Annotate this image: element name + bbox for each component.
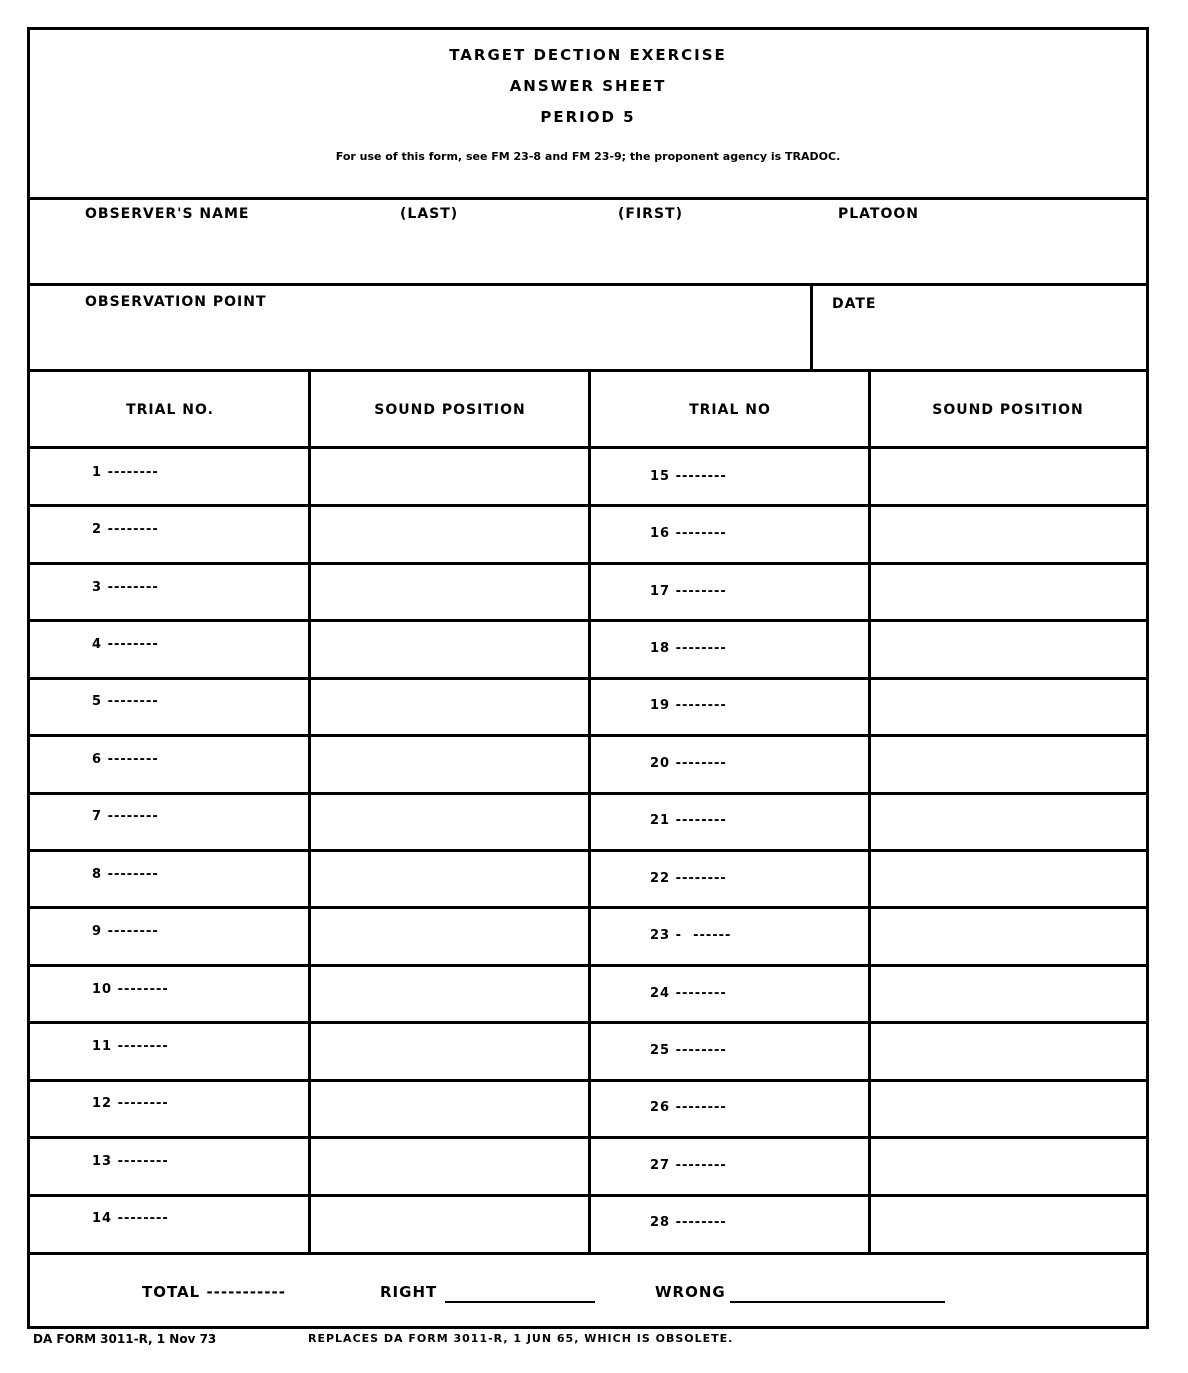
- trial-number-right: 24 --------: [650, 985, 727, 1001]
- sound-position-right-cell[interactable]: [871, 678, 1146, 733]
- sound-position-right-cell[interactable]: [871, 448, 1146, 503]
- sound-position-left-cell[interactable]: [311, 505, 588, 560]
- right-answer-line[interactable]: [445, 1301, 595, 1303]
- trial-number-left: 6 --------: [92, 751, 159, 767]
- sound-position-right-cell[interactable]: [871, 1137, 1146, 1192]
- trial-number-right: 23 - ------: [650, 928, 732, 944]
- trial-number-left: 4 --------: [92, 637, 159, 652]
- header-sound-position-right: SOUND POSITION: [932, 402, 1084, 418]
- trial-number-left: 9 --------: [92, 924, 159, 940]
- platoon-label: PLATOON: [838, 206, 919, 222]
- sound-position-right-cell[interactable]: [871, 1080, 1146, 1135]
- trial-number-left: 2 --------: [92, 522, 159, 538]
- trial-number-left: 13 --------: [92, 1153, 169, 1169]
- trial-number-left: 1 --------: [92, 464, 159, 480]
- trial-number-right: 17 --------: [650, 583, 727, 599]
- right-label: RIGHT: [380, 1283, 438, 1301]
- form-title: TARGET DECTION EXERCISE: [449, 46, 727, 64]
- date-divider: [810, 286, 813, 372]
- trial-number-left: 14 --------: [92, 1211, 169, 1227]
- sound-position-right-cell[interactable]: [871, 1022, 1146, 1077]
- trial-number-left: 10 --------: [92, 981, 169, 997]
- trial-number-left: 11 --------: [92, 1039, 169, 1054]
- sound-position-right-cell[interactable]: [871, 850, 1146, 905]
- trial-number-right: 19 --------: [650, 698, 727, 714]
- sound-position-left-cell[interactable]: [311, 678, 588, 733]
- sound-position-right-cell[interactable]: [871, 1195, 1146, 1250]
- observer-row[interactable]: [30, 200, 1146, 286]
- trial-grid: [30, 372, 1146, 1252]
- sound-position-right-cell[interactable]: [871, 563, 1146, 618]
- trial-number-left: 5 --------: [92, 694, 159, 710]
- sound-position-left-cell[interactable]: [311, 1022, 588, 1077]
- sound-position-left-cell[interactable]: [311, 563, 588, 618]
- sound-position-right-cell[interactable]: [871, 793, 1146, 848]
- sound-position-left-cell[interactable]: [311, 1195, 588, 1250]
- wrong-label: WRONG: [655, 1283, 726, 1301]
- totals-row: [30, 1252, 1146, 1329]
- date-label: DATE: [832, 296, 877, 312]
- sound-position-left-cell[interactable]: [311, 965, 588, 1020]
- replaces-note: REPLACES DA FORM 3011-R, 1 JUN 65, WHICH IS OBSOLETE.: [308, 1332, 734, 1345]
- answer-sheet-form: [27, 27, 1149, 1329]
- sound-position-right-cell[interactable]: [871, 735, 1146, 790]
- sound-position-left-cell[interactable]: [311, 907, 588, 962]
- form-subtitle: ANSWER SHEET: [509, 77, 667, 95]
- observer-name-label: OBSERVER'S NAME: [85, 206, 250, 222]
- trial-number-right: 18 --------: [650, 641, 727, 656]
- sound-position-left-cell[interactable]: [311, 620, 588, 675]
- sound-position-left-cell[interactable]: [311, 1080, 588, 1135]
- wrong-answer-line[interactable]: [730, 1301, 945, 1303]
- sound-position-right-cell[interactable]: [871, 505, 1146, 560]
- trial-number-left: 3 --------: [92, 579, 159, 595]
- sound-position-left-cell[interactable]: [311, 850, 588, 905]
- trial-number-right: 16 --------: [650, 526, 727, 542]
- trial-number-right: 27 --------: [650, 1157, 727, 1173]
- trial-number-right: 28 --------: [650, 1215, 727, 1231]
- trial-number-right: 21 --------: [650, 813, 727, 829]
- form-header: [30, 30, 1146, 200]
- observation-row: [30, 286, 1146, 372]
- use-note: For use of this form, see FM 23-8 and FM 23-9; the proponent agency is TRADOC.: [335, 150, 841, 163]
- header-trial-no-right: TRIAL NO: [689, 402, 771, 418]
- trial-number-right: 25 --------: [650, 1043, 727, 1058]
- trial-number-right: 15 --------: [650, 468, 727, 484]
- header-trial-no-left: TRIAL NO.: [126, 402, 214, 418]
- sound-position-right-cell[interactable]: [871, 620, 1146, 675]
- sound-position-left-cell[interactable]: [311, 735, 588, 790]
- trial-number-left: 12 --------: [92, 1096, 169, 1112]
- last-name-label: (LAST): [400, 206, 459, 222]
- trial-number-right: 20 --------: [650, 755, 727, 771]
- sound-position-right-cell[interactable]: [871, 965, 1146, 1020]
- total-label: TOTAL -----------: [142, 1283, 286, 1301]
- form-id: DA FORM 3011-R, 1 Nov 73: [33, 1332, 217, 1346]
- form-period: PERIOD 5: [540, 108, 636, 126]
- sound-position-left-cell[interactable]: [311, 1137, 588, 1192]
- sound-position-left-cell[interactable]: [311, 448, 588, 503]
- trial-number-left: 8 --------: [92, 866, 159, 882]
- header-sound-position-left: SOUND POSITION: [374, 402, 526, 418]
- observation-point-label: OBSERVATION POINT: [85, 294, 267, 310]
- first-name-label: (FIRST): [618, 206, 683, 222]
- trial-number-left: 7 --------: [92, 809, 159, 825]
- sound-position-left-cell[interactable]: [311, 793, 588, 848]
- sound-position-right-cell[interactable]: [871, 907, 1146, 962]
- trial-number-right: 22 --------: [650, 870, 727, 886]
- trial-number-right: 26 --------: [650, 1100, 727, 1116]
